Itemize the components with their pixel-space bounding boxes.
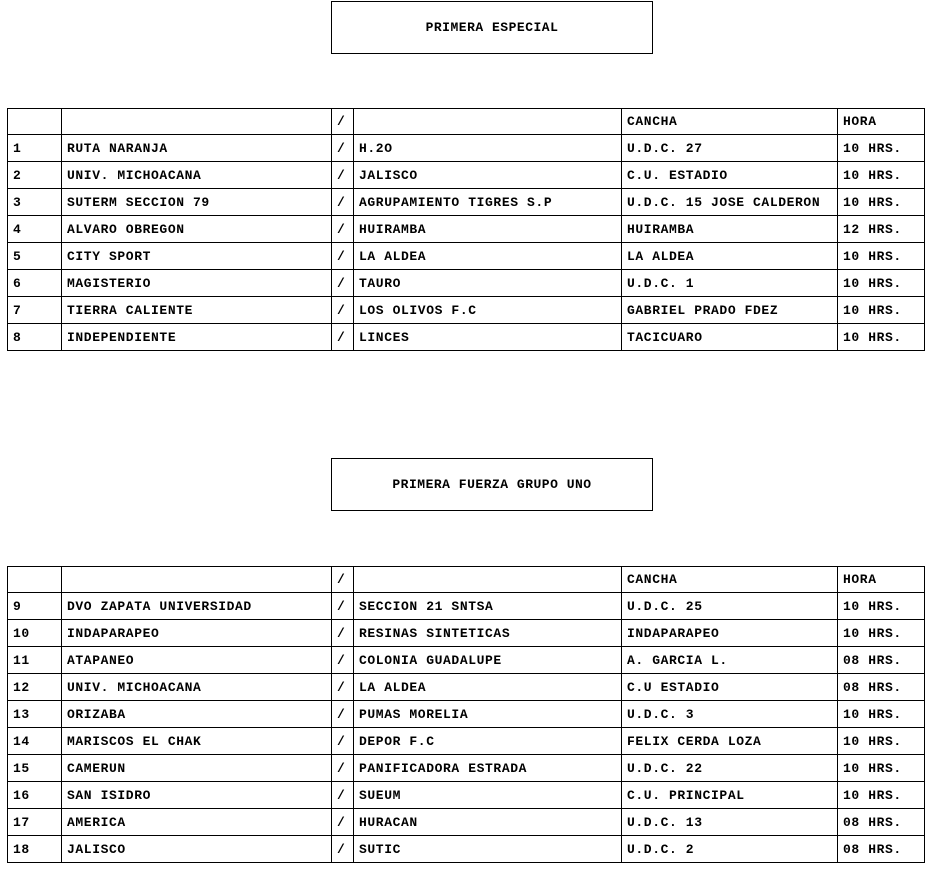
field-cell: CANCHA <box>622 109 838 135</box>
field-cell: HUIRAMBA <box>622 216 838 243</box>
time-cell: HORA <box>838 109 925 135</box>
vs-separator-cell: / <box>332 674 354 701</box>
time-cell: 10 HRS. <box>838 297 925 324</box>
table-row <box>8 620 925 647</box>
section-title-primera-especial: PRIMERA ESPECIAL <box>331 1 653 54</box>
home-team-cell: CAMERUN <box>62 755 332 782</box>
match-number-cell: 4 <box>8 216 62 243</box>
match-number-cell: 13 <box>8 701 62 728</box>
vs-separator-cell: / <box>332 297 354 324</box>
vs-separator-cell: / <box>332 270 354 297</box>
match-number-cell: 8 <box>8 324 62 351</box>
match-number-cell: 5 <box>8 243 62 270</box>
vs-separator-cell: / <box>332 701 354 728</box>
home-team-cell <box>62 567 332 593</box>
time-cell: 10 HRS. <box>838 620 925 647</box>
table-row <box>8 162 925 189</box>
field-cell: U.D.C. 3 <box>622 701 838 728</box>
vs-separator-cell: / <box>332 162 354 189</box>
vs-separator-cell: / <box>332 593 354 620</box>
time-cell: 10 HRS. <box>838 755 925 782</box>
away-team-cell: AGRUPAMIENTO TIGRES S.P <box>354 189 622 216</box>
table-row <box>8 647 925 674</box>
table-row <box>8 755 925 782</box>
match-number-cell: 7 <box>8 297 62 324</box>
vs-separator-cell: / <box>332 728 354 755</box>
field-cell: U.D.C. 25 <box>622 593 838 620</box>
field-cell: U.D.C. 15 JOSE CALDERON <box>622 189 838 216</box>
time-cell: 10 HRS. <box>838 728 925 755</box>
time-cell: 10 HRS. <box>838 162 925 189</box>
time-cell: 12 HRS. <box>838 216 925 243</box>
vs-separator-cell: / <box>332 647 354 674</box>
time-cell: 08 HRS. <box>838 836 925 863</box>
time-cell: 08 HRS. <box>838 647 925 674</box>
vs-separator-cell: / <box>332 324 354 351</box>
time-cell: 08 HRS. <box>838 809 925 836</box>
field-cell: C.U ESTADIO <box>622 674 838 701</box>
field-cell: LA ALDEA <box>622 243 838 270</box>
home-team-cell: JALISCO <box>62 836 332 863</box>
match-number-cell: 18 <box>8 836 62 863</box>
away-team-cell: RESINAS SINTETICAS <box>354 620 622 647</box>
match-number-cell: 12 <box>8 674 62 701</box>
vs-separator-cell: / <box>332 243 354 270</box>
home-team-cell: ORIZABA <box>62 701 332 728</box>
match-number-cell: 6 <box>8 270 62 297</box>
match-number-cell: 1 <box>8 135 62 162</box>
table-row <box>8 189 925 216</box>
home-team-cell: RUTA NARANJA <box>62 135 332 162</box>
table-row <box>8 701 925 728</box>
away-team-cell: SUTIC <box>354 836 622 863</box>
time-cell: HORA <box>838 567 925 593</box>
time-cell: 10 HRS. <box>838 189 925 216</box>
home-team-cell: MAGISTERIO <box>62 270 332 297</box>
home-team-cell: TIERRA CALIENTE <box>62 297 332 324</box>
field-cell: C.U. ESTADIO <box>622 162 838 189</box>
home-team-cell: SUTERM SECCION 79 <box>62 189 332 216</box>
match-number-cell: 16 <box>8 782 62 809</box>
time-cell: 10 HRS. <box>838 593 925 620</box>
field-cell: GABRIEL PRADO FDEZ <box>622 297 838 324</box>
vs-separator-cell: / <box>332 216 354 243</box>
away-team-cell: LINCES <box>354 324 622 351</box>
home-team-cell: MARISCOS EL CHAK <box>62 728 332 755</box>
vs-separator-cell: / <box>332 836 354 863</box>
vs-separator-cell: / <box>332 109 354 135</box>
away-team-cell: H.2O <box>354 135 622 162</box>
table-row <box>8 324 925 351</box>
time-cell: 10 HRS. <box>838 135 925 162</box>
away-team-cell: LA ALDEA <box>354 243 622 270</box>
home-team-cell: DVO ZAPATA UNIVERSIDAD <box>62 593 332 620</box>
field-cell: TACICUARO <box>622 324 838 351</box>
away-team-cell: DEPOR F.C <box>354 728 622 755</box>
match-number-cell: 11 <box>8 647 62 674</box>
table-row <box>8 135 925 162</box>
home-team-cell: AMERICA <box>62 809 332 836</box>
home-team-cell: INDEPENDIENTE <box>62 324 332 351</box>
home-team-cell: CITY SPORT <box>62 243 332 270</box>
match-number-cell <box>8 567 62 593</box>
section-title-primera-fuerza-grupo-uno: PRIMERA FUERZA GRUPO UNO <box>331 458 653 511</box>
away-team-cell: PANIFICADORA ESTRADA <box>354 755 622 782</box>
table-row <box>8 782 925 809</box>
fixtures-table-primera-especial <box>7 108 925 351</box>
vs-separator-cell: / <box>332 135 354 162</box>
table-row <box>8 836 925 863</box>
field-cell: U.D.C. 1 <box>622 270 838 297</box>
vs-separator-cell: / <box>332 782 354 809</box>
match-number-cell: 10 <box>8 620 62 647</box>
time-cell: 08 HRS. <box>838 674 925 701</box>
away-team-cell: SUEUM <box>354 782 622 809</box>
table-row <box>8 728 925 755</box>
time-cell: 10 HRS. <box>838 324 925 351</box>
home-team-cell: UNIV. MICHOACANA <box>62 674 332 701</box>
away-team-cell: HURACAN <box>354 809 622 836</box>
vs-separator-cell: / <box>332 189 354 216</box>
field-cell: U.D.C. 13 <box>622 809 838 836</box>
table-row <box>8 809 925 836</box>
away-team-cell: LOS OLIVOS F.C <box>354 297 622 324</box>
table-row <box>8 243 925 270</box>
field-cell: U.D.C. 27 <box>622 135 838 162</box>
home-team-cell: UNIV. MICHOACANA <box>62 162 332 189</box>
match-number-cell: 9 <box>8 593 62 620</box>
table-header-row <box>8 109 925 135</box>
away-team-cell <box>354 567 622 593</box>
match-number-cell: 3 <box>8 189 62 216</box>
match-number-cell: 15 <box>8 755 62 782</box>
table-row <box>8 270 925 297</box>
home-team-cell <box>62 109 332 135</box>
time-cell: 10 HRS. <box>838 243 925 270</box>
home-team-cell: SAN ISIDRO <box>62 782 332 809</box>
away-team-cell: SECCION 21 SNTSA <box>354 593 622 620</box>
vs-separator-cell: / <box>332 567 354 593</box>
table-row <box>8 216 925 243</box>
field-cell: INDAPARAPEO <box>622 620 838 647</box>
away-team-cell: JALISCO <box>354 162 622 189</box>
table-row <box>8 674 925 701</box>
away-team-cell <box>354 109 622 135</box>
home-team-cell: INDAPARAPEO <box>62 620 332 647</box>
vs-separator-cell: / <box>332 755 354 782</box>
field-cell: CANCHA <box>622 567 838 593</box>
away-team-cell: LA ALDEA <box>354 674 622 701</box>
vs-separator-cell: / <box>332 620 354 647</box>
field-cell: FELIX CERDA LOZA <box>622 728 838 755</box>
match-number-cell <box>8 109 62 135</box>
vs-separator-cell: / <box>332 809 354 836</box>
match-number-cell: 17 <box>8 809 62 836</box>
match-number-cell: 14 <box>8 728 62 755</box>
field-cell: C.U. PRINCIPAL <box>622 782 838 809</box>
field-cell: U.D.C. 22 <box>622 755 838 782</box>
table-row <box>8 297 925 324</box>
field-cell: A. GARCIA L. <box>622 647 838 674</box>
table-header-row <box>8 567 925 593</box>
home-team-cell: ATAPANEO <box>62 647 332 674</box>
home-team-cell: ALVARO OBREGON <box>62 216 332 243</box>
away-team-cell: HUIRAMBA <box>354 216 622 243</box>
field-cell: U.D.C. 2 <box>622 836 838 863</box>
match-number-cell: 2 <box>8 162 62 189</box>
away-team-cell: TAURO <box>354 270 622 297</box>
table-row <box>8 593 925 620</box>
away-team-cell: COLONIA GUADALUPE <box>354 647 622 674</box>
time-cell: 10 HRS. <box>838 782 925 809</box>
fixtures-table-primera-fuerza-grupo-uno <box>7 566 925 863</box>
time-cell: 10 HRS. <box>838 270 925 297</box>
away-team-cell: PUMAS MORELIA <box>354 701 622 728</box>
time-cell: 10 HRS. <box>838 701 925 728</box>
